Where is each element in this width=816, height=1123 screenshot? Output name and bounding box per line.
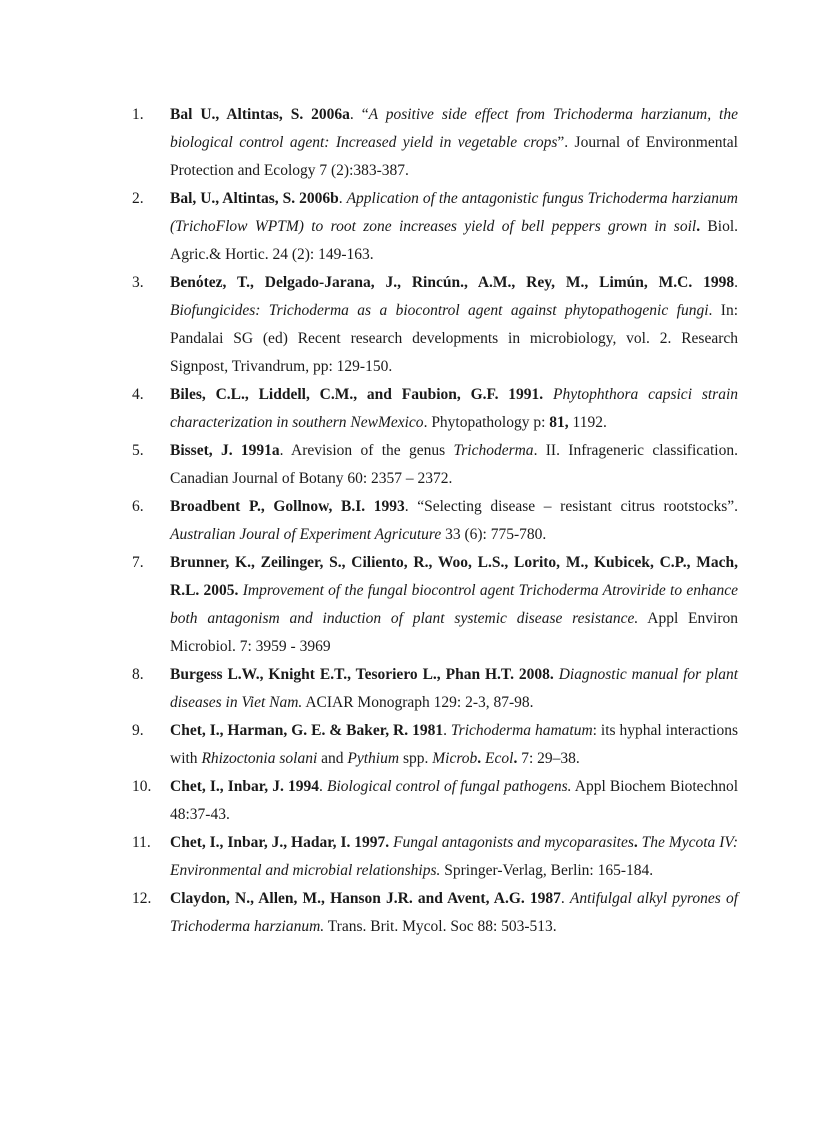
reference-authors: Chet, I., Inbar, J. 1994 <box>170 778 319 795</box>
reference-title: Rhizoctonia solani <box>201 750 318 767</box>
reference-number: 3. <box>132 274 144 291</box>
reference-text <box>543 386 553 403</box>
reference-text: . II. Infrageneric classification. Canadian Journal of Botany 60: 2357 – 2372. <box>170 442 738 487</box>
reference-text: spp. <box>399 750 433 767</box>
reference-text: 1192. <box>568 414 607 431</box>
reference-authors: Brunner, K., Zeilinger, S., Ciliento, R., Woo, L.S., Lorito, M., Kubicek, C.P., Mach, R.L. 2005. <box>170 554 738 599</box>
reference-title: Fungal antagonists and mycoparasites <box>393 834 634 851</box>
reference-title: Trichoderma <box>453 442 534 459</box>
reference-title: Pythium <box>347 750 400 767</box>
reference-authors: . <box>633 834 638 851</box>
reference-item <box>132 549 738 661</box>
reference-title: Improvement of the fungal biocontrol agent Trichoderma Atroviride to enhance both antagonism and induction of plant systemic disease resistance. <box>170 582 739 627</box>
reference-number: 5. <box>132 442 144 459</box>
reference-authors: Broadbent P., Gollnow, B.I. 1993 <box>170 498 405 515</box>
reference-number: 1. <box>132 106 144 123</box>
reference-authors: Bal U., Altintas, S. 2006a <box>170 106 350 123</box>
reference-number: 6. <box>132 498 144 515</box>
reference-item <box>132 437 738 493</box>
reference-authors: Claydon, N., Allen, M., Hanson J.R. and Avent, A.G. 1987 <box>170 890 561 907</box>
reference-text: ”. Journal of Environmental Protection and Ecology 7 (2):383-387. <box>170 134 738 179</box>
reference-item <box>132 717 738 773</box>
reference-authors: Bal, U., Altintas, S. 2006b <box>170 190 339 207</box>
reference-item <box>132 661 738 717</box>
reference-authors: . <box>513 750 518 767</box>
reference-item <box>132 773 738 829</box>
reference-item <box>132 829 738 885</box>
reference-title: A positive side effect from Trichoderma harzianum, the biological control agent: Increased yield in vegetable crops <box>170 106 738 151</box>
reference-title: Diagnostic manual for plant diseases in Viet Nam. <box>170 666 738 711</box>
reference-title: Trichoderma hamatum <box>450 722 593 739</box>
reference-text: Appl Biochem Biotechnol 48:37-43. <box>170 778 739 823</box>
reference-number: 8. <box>132 666 144 683</box>
reference-text: Appl Environ Microbiol. 7: 3959 - 3969 <box>170 610 738 655</box>
reference-authors: Chet, I., Harman, G. E. & Baker, R. 1981 <box>170 722 444 739</box>
reference-text: : its hyphal interactions with <box>170 722 738 767</box>
reference-authors: Bisset, J. 1991a <box>170 442 280 459</box>
reference-item <box>132 185 738 269</box>
reference-item <box>132 269 738 381</box>
reference-text: . Phytopathology p: <box>423 414 550 431</box>
reference-item <box>132 493 738 549</box>
reference-title: The Mycota IV: Environmental and microbial relationships. <box>170 834 738 879</box>
reference-text: Biol. Agric.& Hortic. 24 (2): 149-163. <box>170 218 738 263</box>
reference-text: . <box>734 274 738 291</box>
reference-list <box>132 101 738 941</box>
reference-authors: Biles, C.L., Liddell, C.M., and Faubion, G.F. 1991. <box>170 386 544 403</box>
reference-item <box>132 101 738 185</box>
reference-number: 7. <box>132 554 144 571</box>
reference-text: 7: 29–38. <box>517 750 580 767</box>
reference-number: 9. <box>132 722 144 739</box>
reference-number: 10. <box>132 778 152 795</box>
reference-text: . Arevision of the genus <box>279 442 454 459</box>
reference-text: . <box>338 190 347 207</box>
reference-item <box>132 885 738 941</box>
reference-number: 2. <box>132 190 144 207</box>
reference-authors: . <box>696 218 701 235</box>
reference-number: 4. <box>132 386 144 403</box>
reference-number: 12. <box>132 890 152 907</box>
reference-title: Application of the antagonistic fungus Trichoderma harzianum (TrichoFlow WPTM) to root zone increases yield of bell peppers grown in soil <box>170 190 739 235</box>
reference-text: . “ <box>349 106 369 123</box>
reference-title: Biofungicides: Trichoderma as a biocontrol agent against phytopathogenic fungi <box>170 302 709 319</box>
reference-text: Trans. Brit. Mycol. Soc 88: 503-513. <box>324 918 557 935</box>
reference-title: Ecol <box>485 750 514 767</box>
reference-number: 11. <box>132 834 151 851</box>
reference-text: . In: Pandalai SG (ed) Recent research developments in microbiology, vol. 2. Research Signpost, Trivandrum, pp: 129-150. <box>170 302 738 375</box>
reference-text: . <box>318 778 327 795</box>
reference-title: Australian Joural of Experiment Agricuture <box>170 526 442 543</box>
reference-title: Biological control of fungal pathogens. <box>326 778 572 795</box>
reference-text: ACIAR Monograph 129: 2-3, 87-98. <box>302 694 534 711</box>
reference-authors: Chet, I., Inbar, J., Hadar, I. 1997. <box>170 834 390 851</box>
reference-text: . <box>443 722 451 739</box>
reference-text: and <box>317 750 348 767</box>
reference-authors: Benόtez, T., Delgado-Jarana, J., Rincún., A.M., Rey, M., Limún, M.C. 1998 <box>170 274 735 291</box>
reference-text: 33 (6): 775-780. <box>441 526 547 543</box>
reference-authors: . <box>477 750 482 767</box>
reference-item <box>132 381 738 437</box>
reference-authors: 81, <box>549 414 569 431</box>
reference-title: Antifulgal alkyl pyrones of Trichoderma harzianum. <box>170 890 738 935</box>
reference-title: Phytophthora capsici strain characterization in southern NewMexico <box>170 386 739 431</box>
reference-text: . <box>560 890 570 907</box>
reference-authors: Burgess L.W., Knight E.T., Tesoriero L., Phan H.T. 2008. <box>170 666 554 683</box>
reference-text: Springer-Verlag, Berlin: 165-184. <box>440 862 654 879</box>
reference-title: Microb <box>432 750 478 767</box>
reference-text: . “Selecting disease – resistant citrus rootstocks”. <box>404 498 738 515</box>
